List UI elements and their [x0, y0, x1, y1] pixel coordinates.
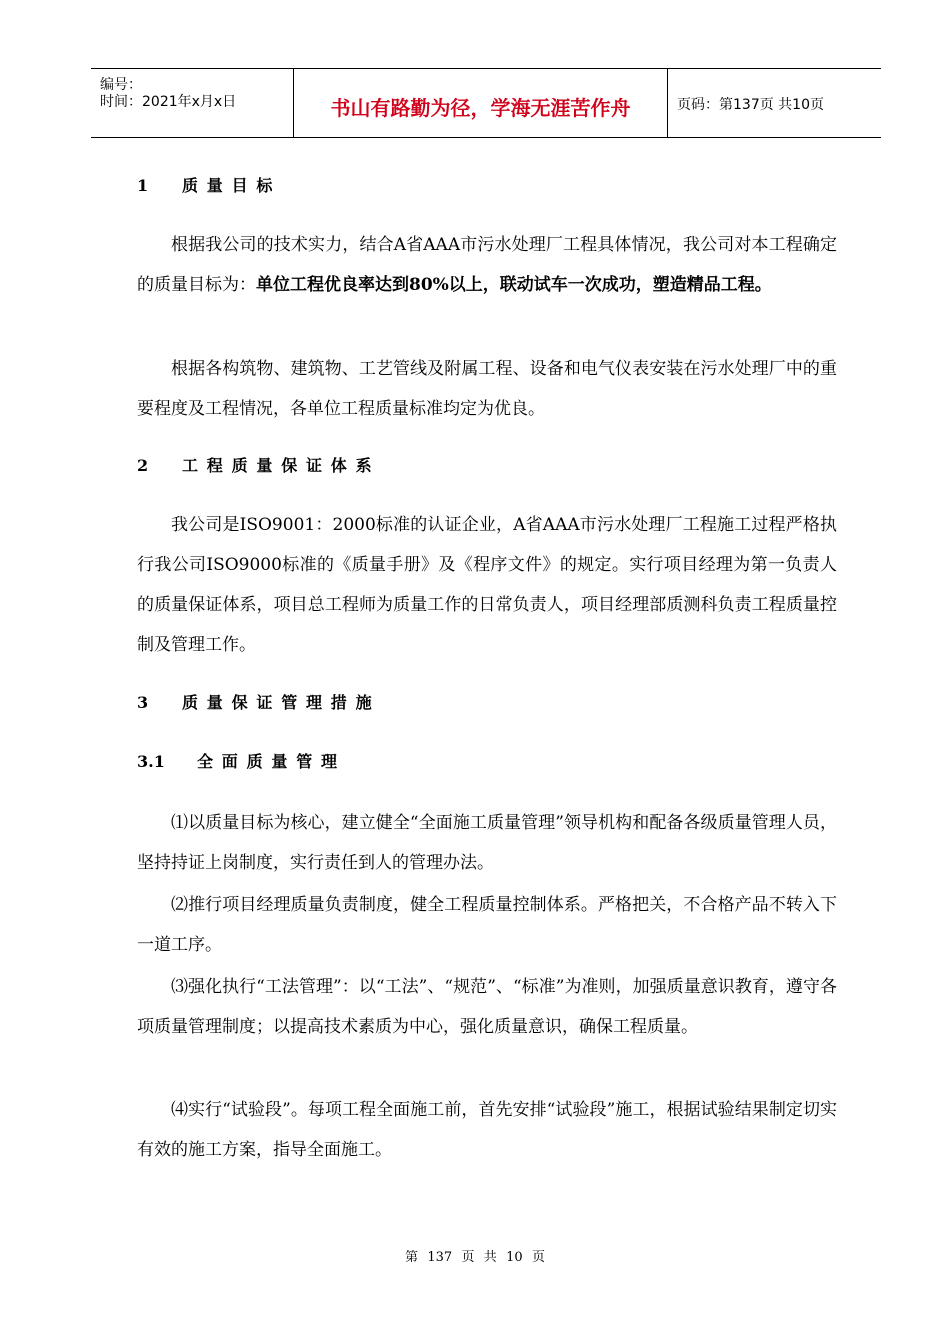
list-item-1: [137, 803, 837, 883]
page-header: [91, 68, 881, 138]
list-item-2: [137, 885, 837, 965]
code-label: 编号：: [100, 77, 142, 93]
list-item-text: ⑵推行项目经理质量负责制度，健全工程质量控制体系。严格把关，不合格产品不转入下一道工序。: [137, 895, 837, 955]
section-number: 3: [137, 693, 149, 712]
paragraph-text: 我公司是ISO9001：2000标准的认证企业，A省AAA市污水处理厂工程施工过程严格执行我公司ISO9000标准的《质量手册》及《程序文件》的规定。实行项目经理为第一负责人的质量保证体系，项目总工程师为质量工作的日常负责人，项目经理部质测科负责工程质量控制及管理工作。: [137, 515, 837, 655]
section-number: 1: [137, 176, 149, 195]
section-title: 工程质量保证体系: [182, 456, 381, 475]
header-page-cell: [667, 69, 881, 137]
list-item-text: ⑶强化执行“工法管理”：以“工法”、“规范”、“标准”为准则，加强质量意识教育，遵守各项质量管理制度；以提高技术素质为中心，强化质量意识，确保工程质量。: [137, 977, 837, 1037]
section-number: 2: [137, 456, 149, 475]
list-item-text: ⑴以质量目标为核心，建立健全“全面施工质量管理”领导机构和配备各级质量管理人员，坚持持证上岗制度，实行责任到人的管理办法。: [137, 813, 837, 873]
section-number: 3.1: [137, 752, 165, 771]
time-label: 时间：2021年x月x日: [100, 94, 237, 110]
header-motto-cell: [293, 69, 668, 137]
section-1-heading: [137, 173, 281, 196]
page-code: 页码：第137页 共10页: [677, 97, 824, 113]
header-meta-cell: [91, 69, 293, 137]
paragraph-text: 根据各构筑物、建筑物、工艺管线及附属工程、设备和电气仪表安装在污水处理厂中的重要程度及工程情况，各单位工程质量标准均定为优良。: [137, 359, 837, 419]
paragraph-quality-standard: [137, 349, 837, 429]
paragraph-quality-system: [137, 505, 837, 665]
list-item-4: [137, 1090, 837, 1170]
section-title: 质量目标: [182, 176, 282, 195]
quality-goal-bold: 单位工程优良率达到80%以上，联动试车一次成功，塑造精品工程。: [256, 275, 772, 295]
paragraph-text: 根据我公司的技术实力，结合A省AAA市污水处理厂工程具体情况，我公司对本工程确定的质量目标为：: [137, 235, 837, 295]
page-footer: [0, 1246, 950, 1265]
section-3-heading: [137, 690, 380, 713]
list-item-3: [137, 967, 837, 1047]
paragraph-quality-goal: [137, 225, 837, 305]
list-item-text: ⑷实行“试验段”。每项工程全面施工前，首先安排“试验段”施工，根据试验结果制定切实有效的施工方案，指导全面施工。: [137, 1100, 837, 1160]
footer-page-number: 第 137 页 共 10 页: [404, 1250, 546, 1265]
section-title: 质量保证管理措施: [182, 693, 381, 712]
section-2-heading: [137, 453, 380, 476]
motto: 书山有路勤为径，学海无涯苦作舟: [330, 96, 631, 120]
section-title: 全面质量管理: [197, 752, 346, 771]
section-3-1-heading: [137, 749, 346, 772]
